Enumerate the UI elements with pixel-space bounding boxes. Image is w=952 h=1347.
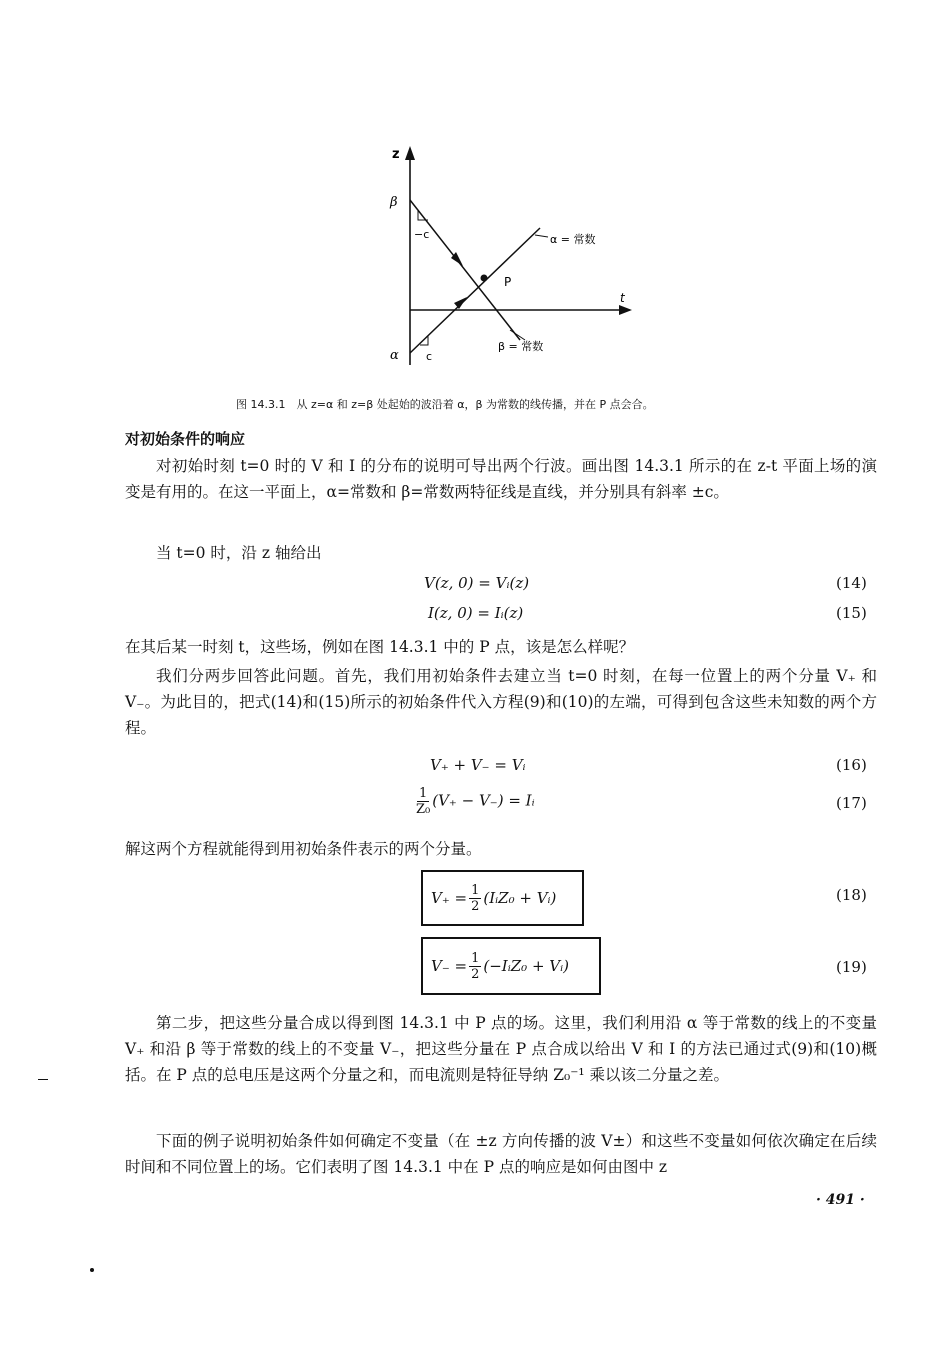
paragraph-4: 我们分两步回答此问题。首先，我们用初始条件去建立当 t=0 时刻，在每一位置上的两个分量 V₊ 和 V₋。为此目的，把式(14)和(15)所示的初始条件代入方程(9)和(10)的左端，可得到包含这些未知数的两个方程。 [125, 667, 877, 737]
beta-const-leader [510, 330, 525, 340]
paragraph-1: 对初始时刻 t=0 时的 V 和 I 的分布的说明可导出两个行波。画出图 14.3.1 所示的在 z-t 平面上场的演变是有用的。在这一平面上，α=常数和 β=常数两特征线是直线，并分别具有斜率 ±c。 [125, 457, 877, 501]
neg-c-label: −c [414, 228, 430, 241]
section-heading: 对初始条件的响应 [125, 430, 246, 448]
page-number: · 491 · [816, 1192, 865, 1208]
equation-15-number: (15) [836, 604, 867, 622]
equation-16-number: (16) [836, 756, 867, 774]
p-label: P [504, 275, 512, 289]
equation-17-number: (17) [836, 794, 867, 812]
equation-17: $\frac{1}{\text{Z₀}}$ (V₊ − V₋) = Iᵢ [416, 786, 535, 817]
paragraph-3: 在其后某一时刻 t，这些场，例如在图 14.3.1 中的 P 点，该是怎么样呢？ [125, 638, 635, 656]
scan-mark [90, 1268, 94, 1272]
paragraph-2: 当 t=0 时，沿 z 轴给出 [156, 544, 322, 562]
equation-17-fraction: $\frac{1}{\text{Z₀}}$ [416, 786, 431, 817]
z-axis-label: z [392, 147, 400, 162]
beta-const-label: β = 常数 [498, 340, 544, 353]
equation-14-number: (14) [836, 574, 867, 592]
equation-19-box: V₋ = $\frac{1}{2}$ (−IᵢZ₀ + Vᵢ) [421, 937, 601, 995]
equation-16: V₊ + V₋ = Vᵢ [430, 756, 526, 774]
point-p [481, 275, 488, 282]
t-axis-label: t [620, 291, 625, 305]
alpha-const-label: α = 常数 [550, 233, 596, 246]
characteristics-diagram [370, 140, 640, 370]
alpha-label: α [390, 348, 399, 363]
z-axis-arrow [405, 146, 415, 160]
paragraph-6: 第二步，把这些分量合成以得到图 14.3.1 中 P 点的场。这里，我们利用沿 α 等于常数的线上的不变量 V₊ 和沿 β 等于常数的线上的不变量 V₋，把这些分量在 P 点合成以给出 V 和 I 的方法已通过式(9)和(10)概括。在 P 点的总电压是这两个分量之和，而电流则是特征导纳 Z₀⁻¹ 乘以该二分量之差。 [125, 1014, 877, 1084]
figure-caption: 图 14.3.1 从 z=α 和 z=β 处起始的波沿着 α，β 为常数的线传播，并在 P 点会合。 [236, 398, 654, 411]
alpha-characteristic [410, 228, 540, 353]
equation-15: I(z, 0) = Iᵢ(z) [428, 604, 524, 622]
paragraph-5: 解这两个方程就能得到用初始条件表示的两个分量。 [125, 840, 482, 858]
t-axis-arrow [619, 305, 632, 315]
equation-19-number: (19) [836, 958, 867, 976]
alpha-const-leader [535, 235, 548, 237]
beta-label: β [390, 195, 398, 210]
equation-14: V(z, 0) = Vᵢ(z) [424, 574, 530, 592]
alpha-arrow [454, 297, 467, 309]
equation-18-box: V₊ = $\frac{1}{2}$ (IᵢZ₀ + Vᵢ) [421, 870, 584, 926]
paragraph-7: 下面的例子说明初始条件如何确定不变量（在 ±z 方向传播的波 V±）和这些不变量如何依次确定在后续时间和不同位置上的场。它们表明了图 14.3.1 中在 P 点的响应是如何由图中 z [125, 1132, 877, 1176]
margin-mark [38, 1079, 48, 1080]
beta-characteristic [410, 200, 520, 340]
c-label: c [426, 350, 433, 363]
equation-18-number: (18) [836, 886, 867, 904]
